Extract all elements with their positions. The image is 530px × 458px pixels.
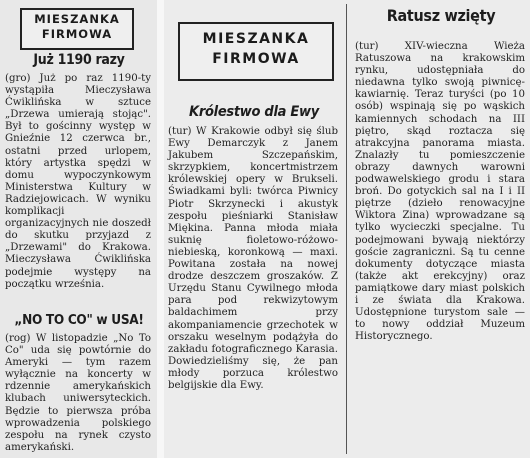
section-label-box-large — [178, 22, 334, 81]
section-label-large: MIESZANKA FIRMOWA — [202, 31, 310, 67]
headline-krolestwo: Królestwo dla Ewy — [189, 104, 319, 120]
column-divider — [346, 4, 347, 454]
column-gutter — [157, 0, 164, 458]
article-body-krolestwo: (tur) W Krakowie odbył się ślub Ewy Demarczyk z Janem Jakubem Szczepańskim, skrzypkiem, koncertmistrzem królewskiej opery w Brukseli. Świadkami byli: twórca Piwnicy Piotr Skrzynecki i akustyk zespołu pieśniarki Stanisław Miękina. Panna młoda miała suknię fioletowo-różowo-niebieską, koronkową — maxi. Powitana została na nowej drodze deszczem groszaków. Z Urzędu Stanu Cywilnego młoda para pod rekwizytowym baldachimem przy akompaniamencie grzechotek w orszaku weselnym podążyła do zakładu fotograficznego Karasia. Dowiedzieliśmy się, że pan młody porzuca królestwo belgijskie dla Ewy. — [168, 126, 338, 391]
headline-ratusz: Ratusz wzięty — [386, 6, 496, 25]
section-label-box — [20, 8, 134, 50]
headline-no-to-co: „NO TO CO" w USA! — [14, 312, 144, 328]
headline-1190: Już 1190 razy — [33, 52, 125, 68]
article-body-no-to-co: (rog) W listopadzie „No To Co" uda się powtórnie do Ameryki — tym razem wyłącznie na koncerty w rdzennie amerykańskich klubach uniwersyteckich. Będzie to pierwsza próba wprowadzenia polskiego zespołu na rynek czysto amerykański. — [5, 333, 151, 453]
left-column — [0, 0, 157, 458]
right-column — [164, 0, 530, 458]
article-body-ratusz: (tur) XIV-wieczna Wieża Ratuszowa na krakowskim rynku, udostępniała do niedawna tylko swoją piwnicę-kawiarnię. Teraz turyści (po 10 osób) wspinają się po wąskich kamiennych schodach na III piętro, skąd roztacza się atrakcyjna panorama miasta. Znalazły tu pomieszczenie obrazy dawnych warowni podwawelskiego grodu i stara broń. Do gotyckich sal na I i II piętrze (dzieło renowacyjne Wiktora Zina) wprowadzane są tylko wycieczki specjalne. Tu podejmowani bywają niektórzy goście zagraniczni. Są tu cenne dokumenty dotyczące miasta (także akt erekcyjny) oraz pamiątkowe dary miast polskich i ze świata dla Krakowa. Udostępnione turystom sale — to nowy oddział Muzeum Historycznego. — [355, 41, 525, 343]
article-body-1190: (gro) Już po raz 1190-ty wystąpiła Mieczysława Ćwiklińska w sztuce „Drzewa umierają stojąc". Był to gościnny występ w Gnieźnie 12 czerwca br., ostatni przed urlopem, który artystka spędzi w domu wypoczynkowym Ministerstwa Kultury w Radziejowicach. W wyniku komplikacji organizacyjnych nie doszedł do skutku przyjazd z „Drzewami" do Krakowa. Mieczysława Ćwiklińska podejmie występy na początku września. — [5, 73, 151, 290]
section-label: MIESZANKA FIRMOWA — [34, 12, 120, 41]
